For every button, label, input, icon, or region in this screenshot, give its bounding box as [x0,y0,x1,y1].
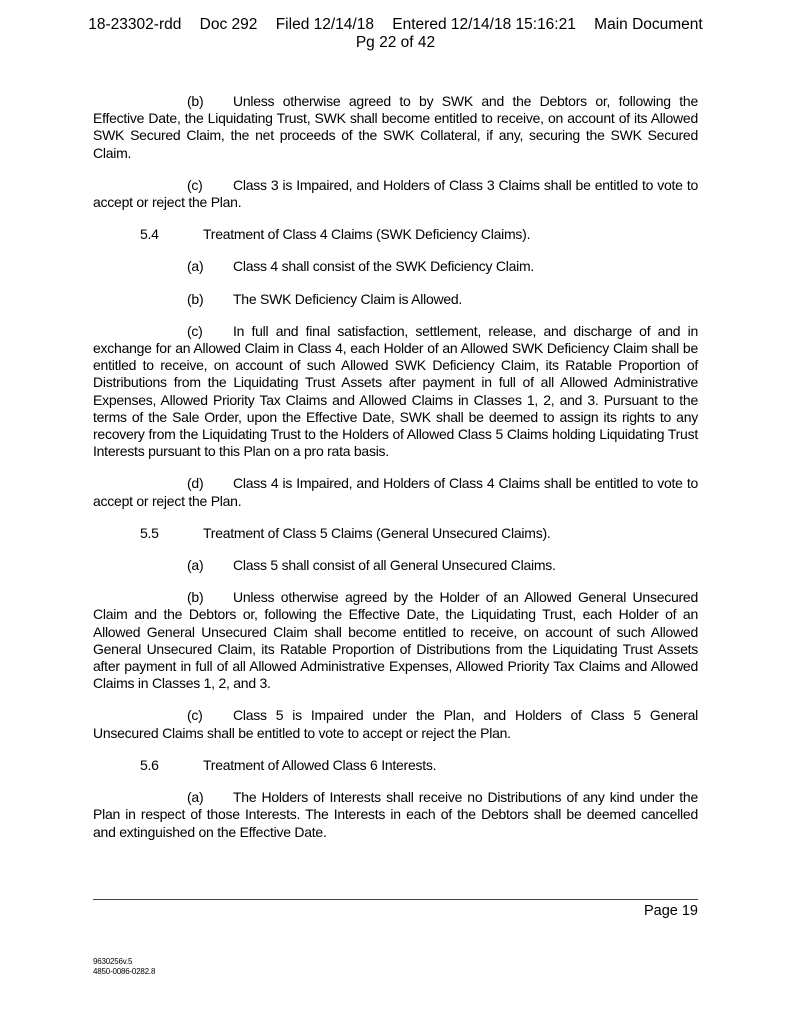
paragraph-text: Class 5 is Impaired under the Plan, and Holders of Class 5 General Unsecured Claims shall be entitled to vote to accept or reject the Plan. [93,707,698,741]
paragraph-5-6-a [93,789,698,841]
document-body [93,93,698,856]
section-heading-5-6 [140,757,698,774]
paragraph-5-3-c [93,177,698,211]
page-number: Page 19 [643,903,698,919]
section-number: 5.6 [140,756,159,773]
case-number: 18-23302-rdd [88,16,182,33]
paragraph-5-4-c [93,323,698,461]
paragraph-5-5-c [93,707,698,741]
paragraph-label: (d) [187,475,204,492]
paragraph-text: Class 4 is Impaired, and Holders of Class 4 Claims shall be entitled to vote to accept or reject the Plan. [93,475,698,509]
section-title: Treatment of Class 4 Claims (SWK Deficiency Claims). [203,226,531,243]
paragraph-label: (c) [187,322,203,339]
paragraph-label: (b) [187,290,204,307]
section-title: Treatment of Class 5 Claims (General Unsecured Claims). [203,524,551,541]
paragraph-label: (a) [187,557,204,574]
doc-number: Doc 292 [199,16,258,33]
paragraph-text: In full and final satisfaction, settlement, release, and discharge of and in exchange for an Allowed Claim in Class 4, each Holder of an Allowed SWK Deficiency Claim shall be entitled to receive, on account of such Allowed SWK Deficiency Claim, its Ratable Proportion of Distributions from the Liquidating Trust Assets after payment in full of all Allowed Administrative Expenses, Allowed Priority Tax Claims and Allowed Claims in Classes 1, 2, and 3. Pursuant to the terms of the Sale Order, upon the Effective Date, SWK shall be deemed to assign its rights to any recovery from the Liquidating Trust to the Holders of Allowed Class 5 Claims holding Liquidating Trust Interests pursuant to this Plan on a pro rata basis. [93,322,698,460]
paragraph-label: (b) [187,589,204,606]
paragraph-text: Unless otherwise agreed by the Holder of an Allowed General Unsecured Claim and the Debtors or, following the Effective Date, the Liquidating Trust, each Holder of an Allowed General Unsecured Claim shall become entitled to receive, on account of such Allowed General Unsecured Claim, its Ratable Proportion of Distributions from the Liquidating Trust Assets after payment in full of all Allowed Administrative Expenses, Allowed Priority Tax Claims and Allowed Claims in Classes 1, 2, and 3. [93,589,698,692]
entered-date: Entered 12/14/18 15:16:21 [392,16,576,33]
filed-date: Filed 12/14/18 [275,16,374,33]
paragraph-5-4-b [187,291,698,308]
document-ids [93,957,155,977]
paragraph-label: (c) [187,176,203,193]
document-id-2: 4850-0086-0282.8 [93,967,156,976]
paragraph-text: Unless otherwise agreed to by SWK and the Debtors or, following the Effective Date, the Liquidating Trust, SWK shall become entitled to receive, on account of its Allowed SWK Secured Claim, the net proceeds of the SWK Collateral, if any, securing the SWK Secured Claim. [93,93,698,161]
paragraph-5-3-b [93,93,698,162]
main-document-label: Main Document [594,16,703,33]
paragraph-5-5-a [187,557,698,574]
paragraph-label: (b) [187,93,204,109]
page-of-total: Pg 22 of 42 [355,34,436,51]
filing-header [0,16,791,52]
paragraph-5-4-a [187,258,698,275]
paragraph-text: Class 4 shall consist of the SWK Deficiency Claim. [233,258,535,275]
section-number: 5.4 [140,226,159,243]
paragraph-text: Class 3 is Impaired, and Holders of Class 3 Claims shall be entitled to vote to accept or reject the Plan. [93,176,698,211]
paragraph-label: (a) [187,789,204,806]
paragraph-5-4-d [93,475,698,509]
paragraph-text: The SWK Deficiency Claim is Allowed. [233,290,463,307]
footer-rule [93,899,698,900]
section-heading-5-5 [140,525,698,542]
section-heading-5-4 [140,226,698,243]
filing-header-line1 [0,16,791,34]
paragraph-5-5-b [93,589,698,692]
paragraph-label: (a) [187,258,204,275]
paragraph-text: Class 5 shall consist of all General Unsecured Claims. [233,557,556,574]
document-id-1: 9630256v.5 [93,957,133,966]
section-title: Treatment of Allowed Class 6 Interests. [203,756,437,773]
paragraph-text: The Holders of Interests shall receive no Distributions of any kind under the Plan in respect of those Interests. The Interests in each of the Debtors shall be deemed cancelled and extinguished on the Effective Date. [93,789,698,840]
section-number: 5.5 [140,524,159,541]
paragraph-label: (c) [187,707,203,724]
